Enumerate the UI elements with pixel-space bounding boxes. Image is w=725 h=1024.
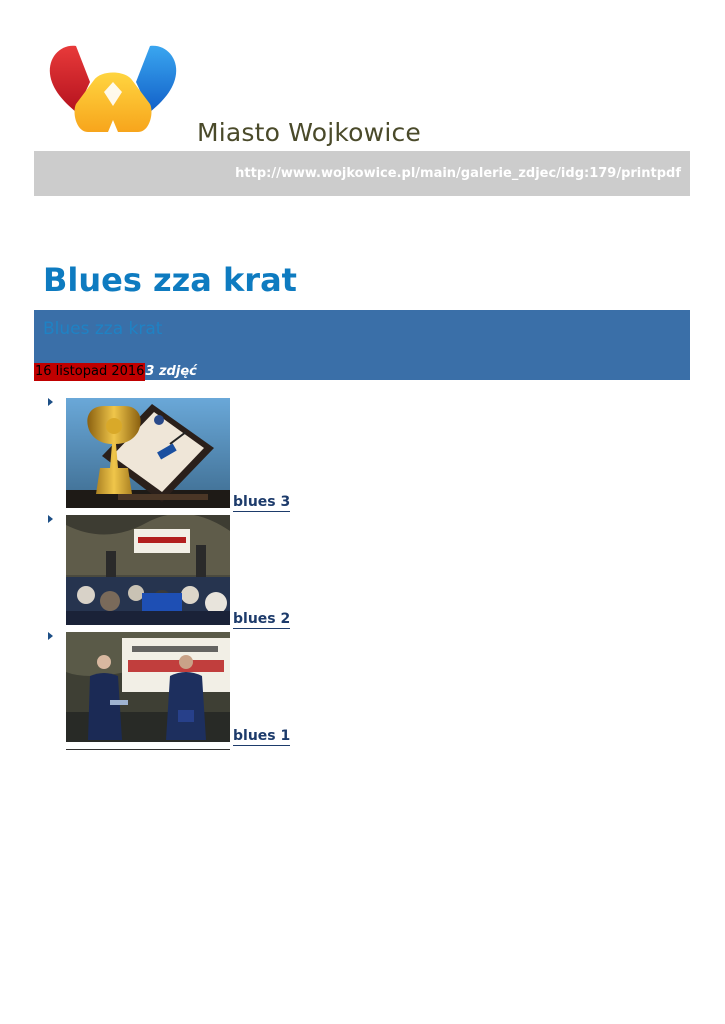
photo-count: 3 zdjęć <box>145 364 197 379</box>
page-title: Blues zza krat <box>43 261 297 299</box>
list-item <box>0 398 725 515</box>
list-item <box>0 632 725 749</box>
bullet-icon <box>48 398 53 406</box>
page-url: http://www.wojkowice.pl/main/galerie_zdjec/idg:179/printpdf <box>235 166 681 181</box>
site-name: Miasto Wojkowice <box>197 118 422 147</box>
gallery-item-link[interactable]: blues 2 <box>233 611 291 627</box>
bullet-icon <box>48 632 53 640</box>
list-item <box>0 515 725 632</box>
trophy-photo-icon[interactable] <box>66 398 230 508</box>
bullet-icon <box>48 515 53 523</box>
gallery-item-link[interactable]: blues 1 <box>233 728 291 744</box>
gallery-header <box>34 310 690 380</box>
wojkowice-logo <box>46 42 180 136</box>
speakers-photo-icon[interactable] <box>66 632 230 742</box>
gallery-meta <box>34 360 197 378</box>
date-badge: 16 listopad 2016 <box>35 364 145 379</box>
divider <box>66 749 230 750</box>
gallery-subtitle: Blues zza krat <box>43 319 163 339</box>
concert-photo-icon[interactable] <box>66 515 230 625</box>
url-bar <box>34 151 690 196</box>
gallery-item-link[interactable]: blues 3 <box>233 494 291 510</box>
